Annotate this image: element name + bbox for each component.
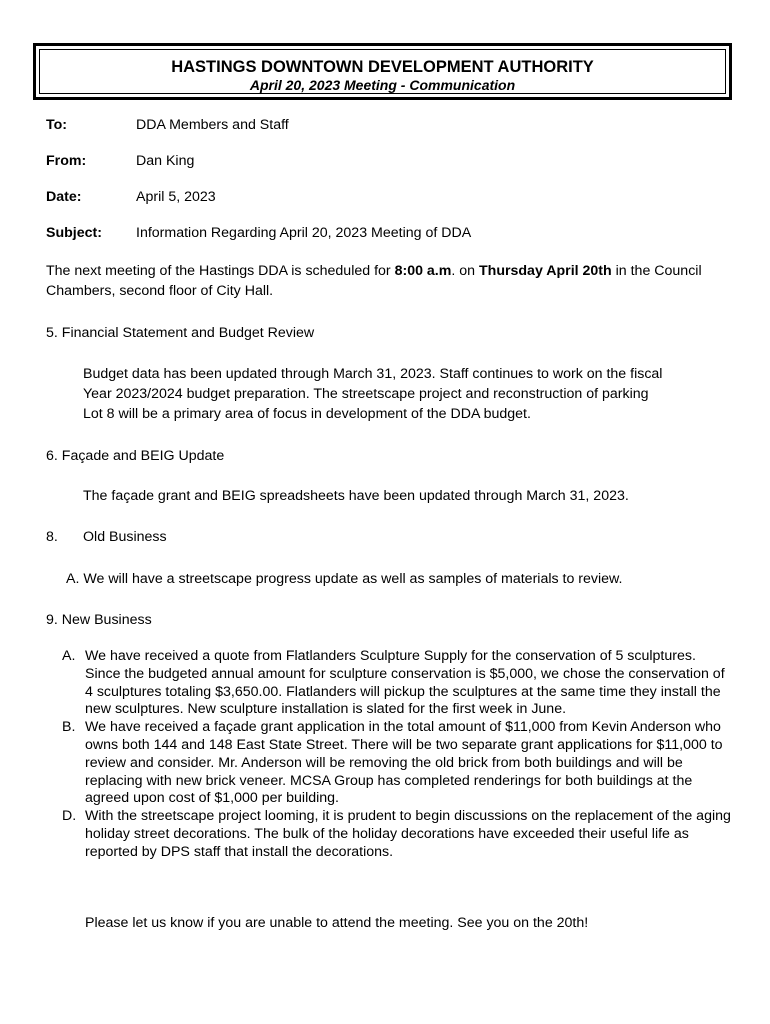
intro-text-2: . on: [451, 263, 479, 279]
section-9-heading: 9. New Business: [46, 612, 152, 628]
closing-line: Please let us know if you are unable to attend the meeting. See you on the 20th!: [85, 915, 589, 931]
date-value: April 5, 2023: [136, 189, 216, 205]
section-6-body: The façade grant and BEIG spreadsheets have been updated through March 31, 2023.: [83, 488, 629, 504]
section-5-line-1: Budget data has been updated through March 31, 2023. Staff continues to work on the fiscal: [83, 366, 663, 382]
meeting-day: Thursday April 20th: [478, 263, 612, 279]
from-value: Dan King: [136, 153, 195, 169]
intro-text-3: in the Council Chambers, second floor of City Hall.: [46, 263, 702, 299]
list-item-text: With the streetscape project looming, it is prudent to begin discussions on the replacement of the aging holiday street decorations. The bulk of the holiday decorations have exceeded their useful life as reported by DPS staff that install the decorations.: [85, 808, 731, 860]
section-5-line-3: Lot 8 will be a primary area of focus in development of the DDA budget.: [83, 406, 531, 422]
section-8-number: 8.: [46, 529, 58, 545]
list-item: [62, 808, 732, 861]
subject-label: Subject:: [46, 225, 102, 241]
intro-paragraph: [46, 261, 706, 301]
document-subtitle: April 20, 2023 Meeting - Communication: [249, 77, 516, 93]
header-box: [33, 43, 732, 100]
document-title: HASTINGS DOWNTOWN DEVELOPMENT AUTHORITY: [171, 58, 594, 76]
list-item: [62, 719, 732, 808]
list-item: [62, 648, 732, 719]
list-item-text: We have received a quote from Flatlanders Sculpture Supply for the conservation of 5 sculptures. Since the budgeted annual amount for sculpture conservation is $5,000, we chose the conservation of 4 sculptures totaling $3,650.00. Flatlanders will pickup the sculptures at the same time they install the new sculptures. New sculpture installation is slated for the first week in June.: [85, 648, 725, 718]
list-marker: A.: [62, 648, 76, 664]
subject-value: Information Regarding April 20, 2023 Meeting of DDA: [136, 225, 472, 241]
to-label: To:: [46, 117, 68, 133]
intro-text-1: The next meeting of the Hastings DDA is scheduled for: [46, 263, 395, 279]
date-label: Date:: [46, 189, 82, 205]
list-item-text: We have received a façade grant application in the total amount of $11,000 from Kevin Anderson who owns both 144 and 148 East State Street. There will be two separate grant applications for $11,000 to review and consider. Mr. Anderson will be removing the old brick from both buildings and will be replacing with new brick veneer. MCSA Group has completed renderings for both buildings at the agreed upon cost of $1,000 per building.: [85, 719, 723, 807]
section-8-item-a: A. We will have a streetscape progress update as well as samples of materials to review.: [66, 571, 623, 587]
list-marker: D.: [62, 808, 77, 825]
section-8-heading: Old Business: [83, 529, 167, 545]
section-5-line-2: Year 2023/2024 budget preparation. The streetscape project and reconstruction of parking: [83, 386, 649, 402]
list-marker: B.: [62, 719, 76, 736]
section-6-heading: 6. Façade and BEIG Update: [46, 448, 225, 464]
section-5-heading: 5. Financial Statement and Budget Review: [46, 325, 315, 341]
meeting-time: 8:00 a.m: [394, 263, 452, 279]
header-inner-border: [39, 49, 726, 94]
section-9-list: [62, 648, 732, 862]
to-value: DDA Members and Staff: [136, 117, 289, 133]
from-label: From:: [46, 153, 87, 169]
